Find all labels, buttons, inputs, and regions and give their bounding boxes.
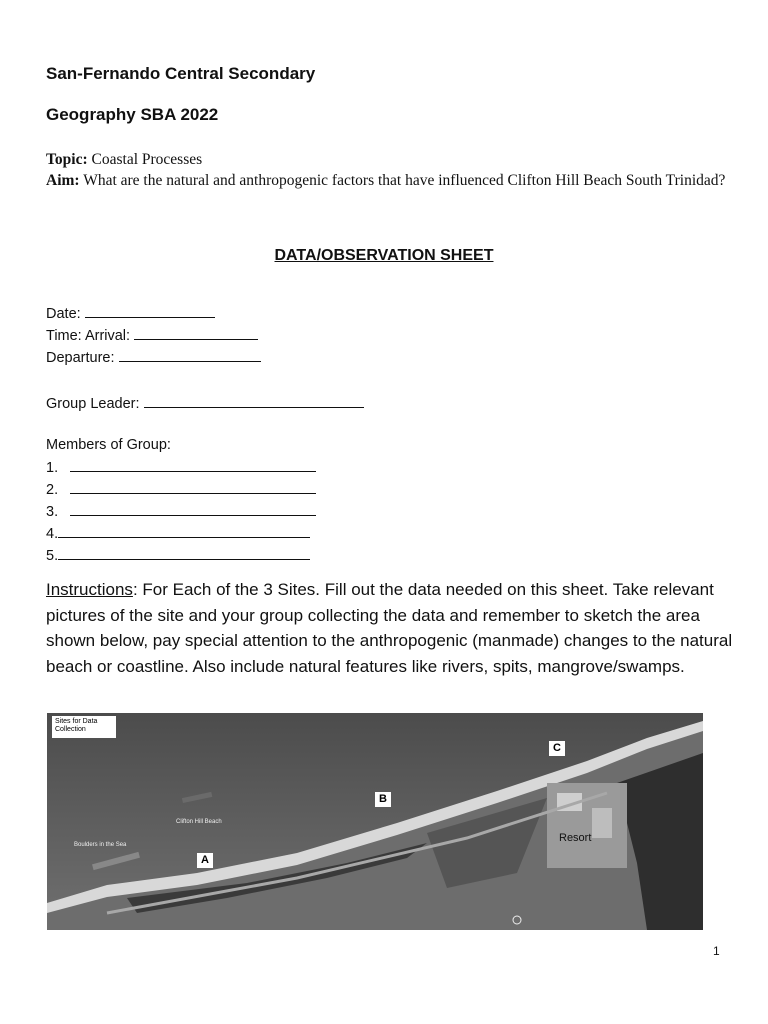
group-leader-field	[46, 395, 364, 412]
member-number: 1.	[46, 460, 59, 476]
member-row-3	[46, 503, 316, 520]
arrival-blank[interactable]	[134, 327, 258, 340]
beach-label: Clifton Hill Beach	[176, 819, 222, 825]
site-marker-a: A	[197, 853, 213, 868]
date-label: Date:	[46, 306, 81, 322]
member-number: 4.	[46, 526, 59, 542]
sheet-title: DATA/OBSERVATION SHEET	[274, 247, 494, 264]
site-marker-b: B	[375, 792, 391, 807]
member-row-4	[46, 525, 310, 542]
topic-aim-block	[46, 149, 726, 191]
members-label: Members of Group:	[46, 437, 171, 453]
member-number: 2.	[46, 482, 59, 498]
school-name: San-Fernando Central Secondary	[46, 64, 316, 83]
group-leader-blank[interactable]	[144, 395, 364, 408]
member-blank[interactable]	[58, 525, 310, 538]
resort-building	[592, 808, 612, 838]
topic-value: Coastal Processes	[91, 151, 203, 168]
topic-label: Topic:	[46, 151, 88, 168]
member-row-1	[46, 459, 316, 476]
aim-label: Aim:	[46, 172, 80, 189]
member-blank[interactable]	[70, 503, 316, 516]
resort-label: Resort	[559, 832, 592, 844]
aim-line	[46, 170, 726, 191]
aim-value: What are the natural and anthropogenic factors that have influenced Clifton Hill Beach South Trinidad?	[83, 172, 726, 189]
member-blank[interactable]	[70, 481, 316, 494]
departure-label: Departure:	[46, 350, 115, 366]
arrival-label: Time: Arrival:	[46, 328, 131, 344]
arrival-field	[46, 327, 258, 344]
group-leader-label: Group Leader:	[46, 396, 140, 412]
member-blank[interactable]	[58, 547, 310, 560]
map-legend: Sites for Data Collection	[52, 716, 116, 738]
member-row-2	[46, 481, 316, 498]
member-row-5	[46, 547, 310, 564]
sba-title: Geography SBA 2022	[46, 105, 219, 124]
departure-field	[46, 349, 261, 366]
site-map	[47, 713, 703, 930]
date-field	[46, 305, 215, 322]
page-number: 1	[713, 944, 720, 958]
satellite-image	[47, 713, 703, 930]
site-marker-c: C	[549, 741, 565, 756]
member-blank[interactable]	[70, 459, 316, 472]
boulders-label: Boulders in the Sea	[74, 842, 127, 848]
instructions-text: : For Each of the 3 Sites. Fill out the data needed on this sheet. Take relevant pictures of the site and your group collecting the data and remember to sketch the area shown below, pay special attention to the anthropogenic (manmade) changes to the natural beach or coastline. Also include natural features like rivers, spits, mangrove/swamps.	[46, 580, 733, 676]
member-number: 3.	[46, 504, 59, 520]
instructions-label: Instructions	[46, 580, 133, 599]
date-blank[interactable]	[85, 305, 215, 318]
departure-blank[interactable]	[119, 349, 261, 362]
instructions-paragraph	[46, 577, 736, 679]
topic-line	[46, 149, 726, 170]
member-number: 5.	[46, 548, 59, 564]
